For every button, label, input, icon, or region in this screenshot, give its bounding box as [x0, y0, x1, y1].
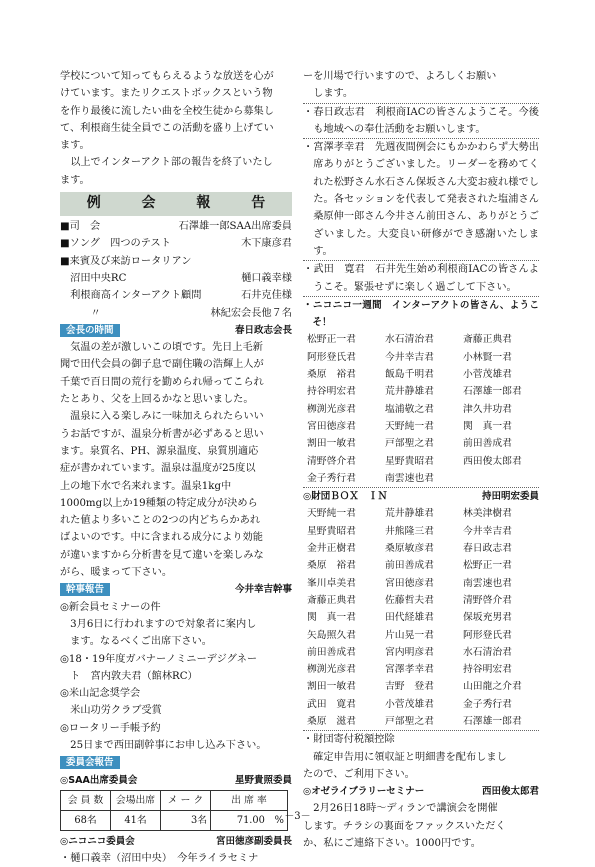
table-header: メ ー ク [161, 790, 211, 810]
name-entry: 荒井静雄君 [385, 508, 434, 520]
table-cell: 41名 [111, 810, 161, 830]
name-entry: 割田一敏君 [307, 681, 356, 693]
name-entry: 今井幸吉君 [385, 351, 434, 363]
meeting-label: 利根商高インターアクト顧問 [60, 290, 202, 302]
saa-title: ◎SAA出席委員会 [60, 774, 138, 786]
name-entry: 宮田徳彦君 [385, 577, 434, 589]
name-entry: 持谷明宏君 [307, 386, 356, 398]
name-entry: 斎藤正典君 [307, 594, 356, 606]
weekly-names [303, 331, 539, 487]
text-line: がら、暖まって下さい。 [60, 567, 173, 579]
name-entry: 西田俊太郎君 [463, 455, 522, 467]
text-line: ・樋口義幸（沼田中央） 今年ライラセミナ [60, 853, 259, 865]
secretary-header [60, 581, 292, 598]
text-line: 25日まで西田副幹事にお申し込み下さい。 [60, 739, 267, 751]
text-line: ◎ロータリー手帳予約 [60, 722, 161, 734]
text-line: ばよいのです。中に含まれる成分により効能 [60, 532, 263, 544]
name-entry: 宮内明彦君 [385, 646, 434, 658]
name-entry: 前田善成君 [385, 560, 434, 572]
table-header: 会 員 数 [61, 790, 111, 810]
name-entry: 武田 寛君 [307, 698, 356, 710]
name-entry: 栁渕光彦君 [307, 664, 356, 676]
name-entry: 清野啓介君 [463, 594, 512, 606]
name-entry: 南雲速也君 [463, 577, 512, 589]
text-line: します。 [303, 88, 354, 100]
meeting-value: 石井克佳様 [241, 290, 292, 302]
name-entry: 桑原 滋君 [307, 715, 356, 727]
name-entry: 小菅茂雄君 [385, 698, 434, 710]
text-line: を作り最後に流したい曲を全校生徒から募集し [60, 105, 274, 117]
name-entry: 山田龍之介君 [463, 681, 522, 693]
name-entry: 峯川卓美君 [307, 577, 356, 589]
text-line: ト 宮内敦夫君（館林RC） [60, 670, 198, 682]
text-line: たので、ご利用下さい。 [303, 768, 415, 780]
name-entry: 斎藤正典君 [463, 334, 512, 346]
seminar-name: 西田俊太郎君 [481, 786, 539, 798]
text-line: ーを川場で行いますので、よろしくお願い [303, 71, 497, 82]
text-line: 2月26日18時～ディランで講演会を開催 [303, 803, 498, 815]
name-entry: 塩浦敬之君 [385, 403, 434, 415]
name-entry: 井熊隆三君 [385, 525, 434, 537]
secretary-name: 今井幸吉幹事 [234, 584, 292, 596]
secretary-tag: 幹事報告 [60, 583, 110, 596]
text-line: 上の地下水で名来れます。温泉1kg中 [60, 480, 232, 492]
meeting-label: ■ソング 四つのテスト [60, 238, 171, 250]
text-line: 気温の差が激しいこの頃です。先日上毛新 [70, 342, 263, 354]
name-entry: 林美津樹君 [463, 508, 512, 520]
name-entry: 保坂充男君 [463, 612, 512, 624]
text-line: します。チラシの裏面をファックスいただく [303, 820, 506, 832]
text-line: 千葉で百日間の荒行を勤められ帰ってこられ [60, 376, 264, 388]
name-entry: 松野正一君 [307, 334, 356, 346]
niko-title: ◎ニコニコ委員会 [60, 835, 135, 847]
text-line: ます。 [60, 174, 90, 186]
name-entry: 矢島照久君 [307, 629, 356, 641]
text-line: ◎18・19年度ガバナーノミニーデジグネー [60, 653, 258, 665]
box-title: ◎財団ＢＯＸ ＩＮ [303, 491, 388, 503]
president-tag: 会長の時間 [60, 324, 120, 337]
name-entry: 松野正一君 [463, 560, 512, 572]
name-entry: 関 真一君 [463, 420, 512, 432]
niko-item: ・宮澤孝幸君 先週夜間例会にもかかわらず大勢出席ありがとうございました。リーダーを務めてくれた松野さん水石さん保坂さん大変お疲れ様でした。各セッションを代表して発表された塩浦さん桑原伸一郎さん今井さん前田さん、ありがとうございました。大変良い研修ができ感謝いたします。 [303, 142, 539, 257]
name-entry: 清野啓介君 [307, 455, 356, 467]
seminar-title: ◎オゼライブラリーセミナー [303, 786, 425, 798]
name-entry: 南雲速也君 [385, 472, 434, 484]
niko-item: ・武田 寛君 石井先生始め利根商IACの皆さんようこそ。緊張せずに楽しく過ごして下さい。 [303, 264, 539, 293]
meeting-info [60, 218, 292, 322]
name-entry: 宮田徳彦君 [307, 420, 356, 432]
text-line: か、私にご連絡下さい。1000円です。 [303, 838, 481, 850]
text-line: ます。なるべくご出席下さい。 [60, 636, 212, 648]
name-entry: 阿形登氏君 [463, 629, 512, 641]
name-entry: 前田善成君 [307, 646, 356, 658]
name-entry: 星野貴昭君 [307, 525, 356, 537]
name-entry: 桑原敏彦君 [385, 543, 434, 555]
name-entry: 金子秀行君 [463, 698, 512, 710]
meeting-label: ■司 会 [60, 221, 101, 233]
text-line: 以上でインターアクト部の報告を終了いたし [70, 157, 273, 169]
text-line: 温泉に入る楽しみに一味加えられたらいい [60, 411, 264, 423]
name-entry: 栁渕光彦君 [307, 403, 356, 415]
president-header [60, 322, 292, 339]
meeting-label: 〃 [60, 307, 101, 319]
name-entry: 荒井静雄君 [385, 386, 434, 398]
name-entry: 田代経雄君 [385, 612, 434, 624]
seminar-header [303, 783, 539, 800]
secretary-items [60, 599, 292, 755]
name-entry: 関 真一君 [307, 612, 356, 624]
niko-name: 宮田徳彦副委員長 [215, 835, 292, 847]
left-column [60, 68, 292, 867]
name-entry: 宮澤孝幸君 [385, 664, 434, 676]
name-entry: 佐藤哲夫君 [385, 594, 434, 606]
box-names [303, 505, 539, 730]
name-entry: 小林賢一君 [463, 351, 512, 363]
name-entry: 津久井功君 [463, 403, 512, 415]
name-entry: 前田善成君 [463, 438, 512, 450]
text-line: 学校について知ってもらえるような放送を心が [60, 71, 274, 82]
text-line: けています。またリクエストボックスという物 [60, 88, 273, 100]
name-entry: 今井幸吉君 [463, 525, 512, 537]
niko-item: ・春日政志君 利根商IACの皆さんようこそ。今後も地域への奉仕活動をお願いします。 [303, 106, 539, 135]
name-entry: 片山晃一君 [385, 629, 434, 641]
table-cell: 71.00 % [211, 810, 288, 830]
meeting-value: 石澤雄一郎SAA出席委員 [178, 221, 292, 233]
right-column [303, 68, 539, 852]
text-line: 聞で田代会員の御子息で副住職の浩輝上人が [60, 359, 264, 371]
name-entry: 金子秀行君 [307, 472, 356, 484]
name-entry: 桑原 裕君 [307, 369, 356, 381]
meeting-label: 沼田中央RC [60, 272, 127, 284]
text-line: 症が書かれています。温泉は温度が25度以 [60, 463, 256, 475]
text-line: 米山功労クラブ受賞 [60, 705, 162, 717]
name-entry: 桑原 裕君 [307, 560, 356, 572]
text-line: れた値より多いことの2つの内どちらかあれ [60, 515, 261, 527]
name-entry: 飯島千明君 [385, 369, 434, 381]
intro-paragraph [60, 68, 292, 189]
meeting-value: 木下康彦君 [241, 238, 292, 250]
saa-name: 星野貴照委員 [234, 774, 292, 786]
president-name: 春日政志会長 [234, 324, 292, 336]
committee-tag: 委員会報告 [60, 756, 120, 769]
text-line: ます。泉質名、PH、源泉温度、泉質別適応 [60, 445, 259, 457]
text-line: て、利根商生徒全員でこの活動を盛り上げてい [60, 122, 274, 134]
name-entry: 戸部聖之君 [385, 715, 434, 727]
meeting-value: 林紀宏会長他７名 [210, 307, 292, 319]
page-number: －3－ [284, 811, 311, 822]
table-cell: 3名 [161, 810, 211, 830]
table-header: 会場出席 [111, 790, 161, 810]
text-line: 1000mg以上か19種類の特定成分が決めら [60, 497, 258, 509]
name-entry: 星野貴昭君 [385, 455, 434, 467]
saa-header [60, 772, 292, 789]
table-cell: 68名 [61, 810, 111, 830]
text-line: 確定申告用に領収証と明細書を配布しまし [303, 751, 507, 763]
name-entry: 小菅茂雄君 [463, 369, 512, 381]
zaidan-title: ・財団寄付税額控除 [303, 734, 395, 746]
name-entry: 天野純一君 [385, 420, 434, 432]
text-line: うお話ですが、温泉分析書が必ずあると思い [60, 428, 264, 440]
meeting-label: ■来賓及び来訪ロータリアン [60, 255, 192, 267]
name-entry: 石澤雄一郎君 [463, 715, 522, 727]
name-entry: 吉野 登君 [385, 681, 434, 693]
name-entry: 金井正樹君 [307, 543, 356, 555]
weekly-title: ・ニコニコ一週間 インターアクトの皆さん、ようこそ！ [303, 299, 539, 329]
section-title: 例 会 報 告 [60, 192, 292, 216]
box-name: 持田明宏委員 [481, 491, 539, 503]
name-entry [463, 470, 541, 487]
name-entry: 水石清治君 [385, 334, 434, 346]
text-line: ◎新会員セミナーの件 [60, 601, 161, 613]
text-line: が違いますから分析書を見て違いを楽しみな [60, 549, 264, 561]
name-entry: 割田一敏君 [307, 438, 356, 450]
name-entry: 春日政志君 [463, 543, 512, 555]
name-entry: 水石清治君 [463, 646, 512, 658]
text-line: ます。 [60, 140, 90, 152]
name-entry: 戸部聖之君 [385, 438, 434, 450]
text-line: ◎米山記念奨学会 [60, 688, 141, 700]
box-header [303, 488, 539, 505]
text-line: たとあり、父を上回るかなと思いました。 [60, 394, 254, 406]
text-line: 3月6日に行われますので対象者に案内し [60, 618, 257, 630]
name-entry: 阿形登氏君 [307, 351, 356, 363]
name-entry: 天野純一君 [307, 508, 356, 520]
name-entry: 持谷明宏君 [463, 664, 512, 676]
table-header: 出 席 率 [211, 790, 288, 810]
president-text [60, 339, 292, 581]
meeting-value: 樋口義幸様 [241, 272, 292, 284]
name-entry: 石澤雄一郎君 [463, 386, 522, 398]
committee-header [60, 754, 292, 771]
